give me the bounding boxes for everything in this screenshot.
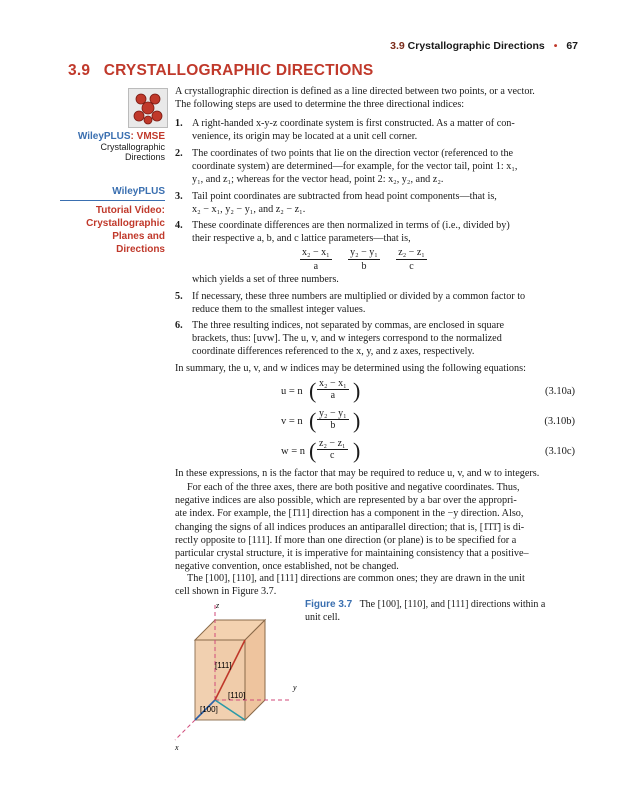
step-number: 5. — [175, 291, 183, 302]
tutorial-line-1: Tutorial Video: — [95, 205, 165, 216]
header-separator: • — [553, 40, 558, 52]
frac-y — [348, 246, 380, 273]
label-110: [110] — [228, 691, 246, 700]
step-line: These coordinate differences are then normalized in terms of (i.e., divided by) — [192, 220, 510, 231]
eq-den: b — [330, 420, 336, 431]
sidebar-tutorial[interactable] — [60, 186, 165, 256]
eq-frac — [317, 378, 349, 401]
step-line: A right-handed x-y-z coordinate system is first constructed. As a matter of con- — [192, 118, 515, 129]
intro-paragraph — [175, 85, 575, 111]
tutorial-line-4: Directions — [116, 244, 165, 255]
equation-u — [175, 376, 575, 408]
para-line: negative convention, once established, not be changed. — [175, 561, 399, 573]
step-number: 2. — [175, 148, 183, 159]
step-line: x₂ − x₁, y₂ − y₁, and z₂ − z₁. — [192, 204, 306, 216]
step-number: 6. — [175, 320, 183, 331]
running-head — [390, 40, 578, 52]
eq-frac — [317, 408, 349, 431]
caption-line-1: The [100], [110], and [111] directions within a — [359, 599, 546, 610]
tutorial-line-3: Planes and — [112, 231, 165, 242]
label-100: [100] — [200, 705, 218, 714]
section-number: 3.9 — [68, 62, 91, 79]
eq-paren-open: ( — [309, 438, 317, 463]
header-section-title: Crystallographic Directions — [407, 40, 545, 52]
step-number: 1. — [175, 118, 183, 129]
step-number: 3. — [175, 191, 183, 202]
section-title: CRYSTALLOGRAPHIC DIRECTIONS — [103, 62, 374, 79]
header-page-number: 67 — [566, 40, 578, 52]
eq-paren-close: ) — [353, 378, 361, 403]
vmse-topic-line-2: Directions — [124, 152, 165, 162]
yields-line: which yields a set of three numbers. — [192, 274, 339, 285]
section-heading — [68, 62, 373, 80]
para-common-directions — [175, 572, 575, 598]
para-line: particular crystal structure, it is imperative for maintaining consistency that a positive– — [175, 548, 529, 560]
step-line: coordinate system) are determined—for example, for the vector tail, point 1: x₁, — [192, 161, 518, 173]
step-number: 4. — [175, 220, 183, 231]
para-line: changing the signs of all indices produces an antiparallel direction; that is, [1̄1̄1̄] is di- — [175, 521, 525, 533]
eq-paren-close: ) — [353, 408, 361, 433]
wileyplus-logo-text: WileyPLUS — [77, 131, 131, 142]
step-line: The coordinates of two points that lie on the direction vector (referenced to the — [192, 148, 514, 159]
eq-tag: (3.10c) — [544, 446, 575, 457]
vmse-topic-line-1: Crystallographic — [100, 142, 165, 152]
para-line: cell shown in Figure 3.7. — [175, 586, 277, 598]
step-line: coordinate differences referenced to the x, y, and z axes, respectively. — [192, 346, 475, 358]
axis-label-y: y — [293, 683, 297, 692]
eq-paren-open: ( — [309, 408, 317, 433]
intro-line-2: The following steps are used to determine the three directional indices: — [175, 99, 465, 111]
frac-z — [396, 246, 427, 273]
figure-label: Figure 3.7 — [305, 599, 353, 610]
frac-num: x₂ − x₁ — [300, 246, 332, 260]
eq-num: y₂ − y₁ — [319, 408, 347, 419]
step-line: brackets, thus: [uvw]. The u, v, and w integers correspond to the normalized — [192, 333, 502, 345]
eq-lhs: w = n — [281, 446, 306, 457]
axis-label-x: x — [175, 743, 179, 752]
tutorial-line-2: Crystallographic — [86, 218, 165, 229]
eq-lhs: u = n — [281, 386, 303, 397]
eq-paren-close: ) — [353, 438, 361, 463]
wileyplus-logo-text-2: WileyPLUS — [112, 186, 165, 197]
vmse-label: : VMSE — [130, 131, 165, 142]
eq-num: z₂ − z₁ — [319, 438, 346, 449]
para-line: For each of the three axes, there are both positive and negative coordinates. Thus, — [187, 482, 520, 493]
axis-label-z: z — [216, 601, 220, 610]
eq-frac — [317, 438, 348, 461]
sidebar-divider — [60, 200, 165, 201]
eq-num: x₂ − x₁ — [319, 378, 347, 389]
eq-tag: (3.10a) — [544, 386, 575, 397]
frac-den: a — [313, 261, 319, 273]
para-negative-indices — [175, 481, 575, 573]
frac-den: b — [361, 261, 367, 273]
equation-w — [175, 436, 575, 468]
unit-cell-figure — [160, 600, 310, 780]
header-section-number: 3.9 — [390, 40, 405, 52]
eq-den: a — [330, 390, 336, 401]
step-line: Tail point coordinates are subtracted from head point components—that is, — [192, 191, 497, 202]
sidebar-vmse[interactable] — [60, 131, 165, 162]
equation-v — [175, 406, 575, 438]
vmse-molecule-icon[interactable] — [128, 88, 168, 128]
frac-den: c — [409, 261, 414, 273]
frac-num: y₂ − y₁ — [348, 246, 380, 260]
frac-num: z₂ − z₁ — [396, 246, 427, 260]
step-line: y₁, and z₁; whereas for the vector head, point 2: x₂, y₂, and z₂. — [192, 174, 444, 186]
figure-caption — [305, 598, 585, 624]
para-line: negative indices are also possible, which are represented by a bar over the appropri- — [175, 495, 517, 507]
eq-lhs: v = n — [281, 416, 303, 427]
summary-line: In summary, the u, v, and w indices may be determined using the following equations: — [175, 363, 526, 374]
step-line: The three resulting indices, not separated by commas, are enclosed in square — [192, 320, 505, 331]
step-line: reduce them to the smallest integer values. — [192, 304, 366, 316]
normalization-fractions — [300, 246, 427, 273]
step-line: venience, its origin may be located at a unit cell corner. — [192, 131, 418, 143]
intro-line-1: A crystallographic direction is defined as a line directed between two points, or a vector. — [175, 86, 535, 97]
step-line: If necessary, these three numbers are multiplied or divided by a common factor to — [192, 291, 526, 302]
para-line: rectly opposite to [111]. If more than one direction (or plane) is to be specified for a — [175, 534, 517, 546]
eq-tag: (3.10b) — [544, 416, 575, 427]
label-111: [111] — [215, 661, 232, 670]
caption-line-2: unit cell. — [305, 612, 340, 623]
para-expressions: In these expressions, n is the factor that may be required to reduce u, v, and w to integers. — [175, 468, 540, 479]
eq-paren-open: ( — [309, 378, 317, 403]
para-line: ate index. For example, the [1̄11] direction has a component in the −y direction. Also, — [175, 508, 524, 520]
para-line: The [100], [110], and [111] directions are common ones; they are drawn in the unit — [187, 573, 525, 584]
eq-den: c — [330, 450, 335, 461]
step-line: their respective a, b, and c lattice parameters—that is, — [192, 233, 411, 245]
frac-x — [300, 246, 332, 273]
